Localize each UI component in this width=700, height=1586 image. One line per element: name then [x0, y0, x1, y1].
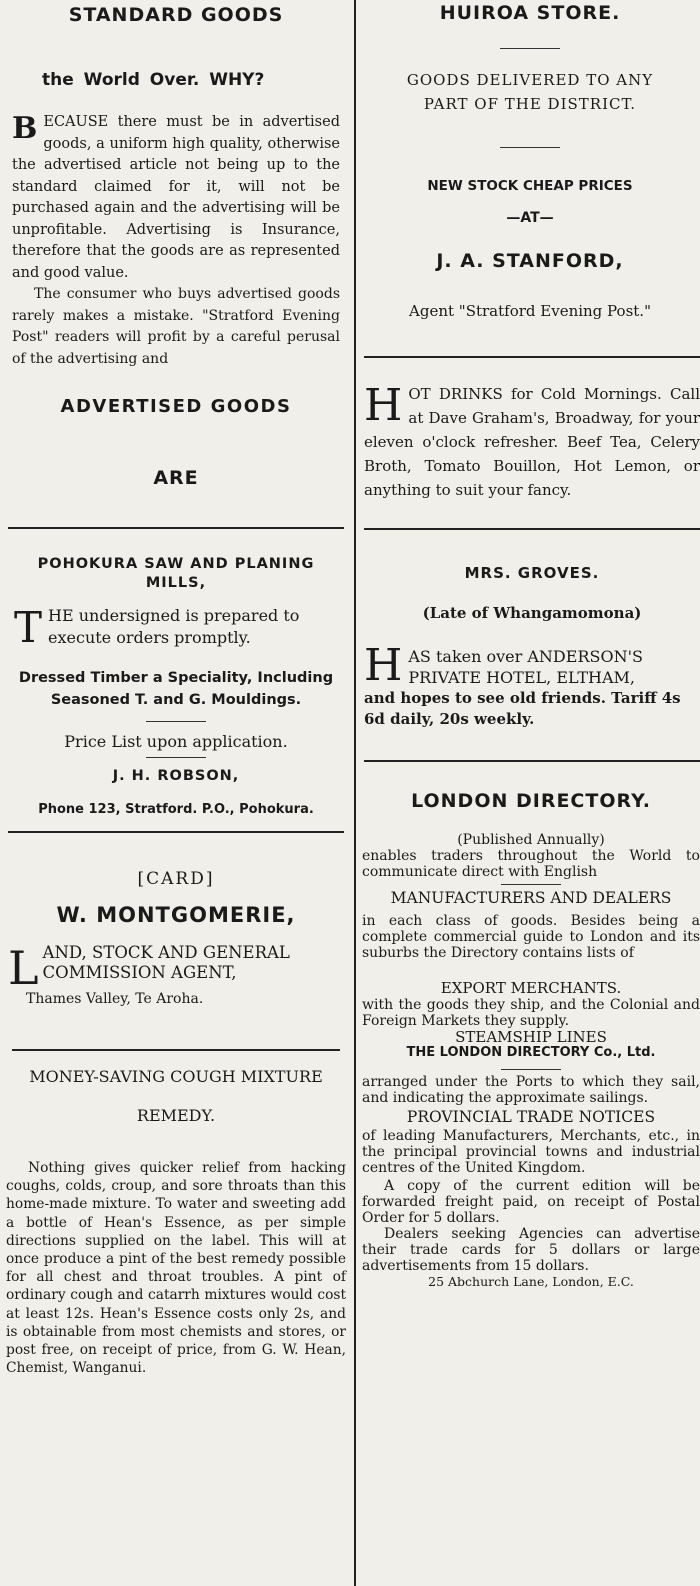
- drop-letter: H: [364, 380, 403, 431]
- huiroa-line1: GOODS DELIVERED TO ANY: [406, 71, 654, 89]
- montgomerie-address: Thames Valley, Te Aroha.: [26, 991, 204, 1007]
- short-rule: [146, 757, 206, 758]
- montgomerie-line1: AND, STOCK AND GENERAL: [42, 943, 290, 962]
- groves-heading: MRS. GROVES.: [464, 564, 600, 582]
- standard-goods-para2: The consumer who buys advertised goods rarely makes a mistake. "Stratford Evening Post" readers will profit by a careful perusal of the advertising and: [12, 286, 340, 367]
- london-published: (Published Annually): [457, 832, 605, 848]
- london-each-class: in each class of goods. Besides being a complete commercial guide to London and its suburbs the Directory contains lists of: [362, 913, 700, 961]
- short-rule: [500, 48, 560, 49]
- groves-line2: PRIVATE HOTEL, ELTHAM,: [408, 668, 635, 687]
- divider: [8, 527, 344, 529]
- london-copy: A copy of the current edition will be forwarded freight paid, on receipt of Postal Order for 5 dollars.: [362, 1178, 700, 1226]
- huiroa-name: J. A. STANFORD,: [436, 250, 624, 272]
- london-with-goods: with the goods they ship, and the Colonial and Foreign Markets they supply.: [362, 997, 700, 1029]
- london-manufacturers: MANUFACTURERS AND DEALERS: [390, 889, 672, 907]
- standard-goods-ad: [0, 4, 352, 489]
- divider: [12, 1049, 340, 1051]
- drop-letter: L: [8, 941, 39, 995]
- huiroa-at: —AT—: [506, 210, 554, 226]
- groves-rest: and hopes to see old friends. Tariff 4s 6d daily, 20s weekly.: [364, 689, 681, 728]
- cough-mixture-ad: [0, 1067, 352, 1377]
- short-rule: [146, 721, 206, 722]
- pohokura-speciality: Dressed Timber a Speciality, Including Seasoned T. and G. Mouldings.: [18, 670, 334, 708]
- huiroa-agent: Agent "Stratford Evening Post.": [409, 302, 651, 320]
- mrs-groves-ad: [360, 564, 700, 730]
- pohokura-body: [8, 603, 344, 652]
- cough-body: Nothing gives quicker relief from hacking coughs, colds, croup, and sore throats than this home-made mixture. To water and sweeting add a bottle of Hean's Essence, as per simple directions supplied on the label. This will at once produce a pint of the best remedy possible for all chest and throat troubles. A pint of ordinary cough and catarrh mixtures would cost at least 12s. Hean's Essence costs only 2s, and is obtainable from most chemists and stores, or post free, on receipt of price, from G. W. Hean, Chemist, Wanganui.: [6, 1160, 346, 1377]
- divider: [364, 356, 700, 358]
- pohokura-contact: Phone 123, Stratford. P.O., Pohokura.: [38, 802, 314, 817]
- london-steamship: STEAMSHIP LINES: [455, 1028, 607, 1046]
- column-rule: [354, 0, 356, 1586]
- london-directory-ad: [360, 790, 700, 1289]
- are-heading: ARE: [153, 467, 199, 489]
- divider: [8, 831, 344, 833]
- advertised-goods-heading: ADVERTISED GOODS: [60, 396, 292, 417]
- london-arranged: arranged under the Ports to which they sail, and indicating the approximate sailings.: [362, 1074, 700, 1106]
- groves-body: [364, 640, 700, 730]
- huiroa-heading: HUIROA STORE.: [439, 2, 621, 24]
- london-dealers: Dealers seeking Agencies can advertise their trade cards for 5 dollars or large advertisements from 15 dollars.: [362, 1226, 700, 1274]
- short-rule: [501, 884, 561, 885]
- huiroa-store-ad: [360, 2, 700, 320]
- divider: [364, 760, 700, 762]
- cough-heading: MONEY-SAVING COUGH MIXTURE: [29, 1067, 323, 1086]
- pohokura-heading: POHOKURA SAW AND PLANING MILLS,: [37, 556, 315, 591]
- pohokura-para: HE undersigned is prepared to execute orders promptly.: [48, 606, 300, 647]
- groves-late: (Late of Whangamomona): [422, 604, 642, 622]
- cough-subheading: REMEDY.: [136, 1106, 216, 1125]
- drop-letter: T: [14, 603, 43, 652]
- groves-line1: AS taken over ANDERSON'S: [408, 647, 643, 666]
- standard-goods-heading: STANDARD GOODS: [68, 4, 284, 26]
- hot-drinks-text: OT DRINKS for Cold Mornings. Call at Dave Graham's, Broadway, for your eleven o'clock refresher. Beef Tea, Celery Broth, Tomato Bouillon, Hot Lemon, or anything to suit your fancy.: [364, 385, 700, 499]
- london-enables: enables traders throughout the World to communicate direct with English: [362, 848, 700, 880]
- london-export: EXPORT MERCHANTS.: [440, 979, 622, 997]
- huiroa-line2: PART OF THE DISTRICT.: [423, 95, 637, 113]
- montgomerie-name: W. MONTGOMERIE,: [56, 903, 296, 927]
- divider: [364, 528, 700, 530]
- montgomerie-line2: COMMISSION AGENT,: [42, 963, 237, 982]
- london-leading: of leading Manufacturers, Merchants, etc., in the principal provincial towns and industrial centres of the United Kingdom.: [362, 1128, 700, 1176]
- standard-goods-para1: ECAUSE there must be in advertised goods, a uniform high quality, otherwise the advertised article not being up to the standard claimed for it, will not be purchased again and the advertising will be unprofitable. Advertising is Insurance, therefore that the goods are as represented and good value.: [12, 114, 340, 281]
- pohokura-price: Price List upon application.: [64, 732, 288, 751]
- standard-goods-body: [12, 112, 340, 284]
- right-column: [360, 0, 700, 1586]
- london-address: 25 Abchurch Lane, London, E.C.: [428, 1274, 634, 1289]
- montgomerie-card-ad: [0, 869, 352, 1009]
- london-heading: LONDON DIRECTORY.: [411, 790, 651, 812]
- pohokura-mills-ad: [0, 555, 352, 817]
- pohokura-name: J. H. ROBSON,: [112, 768, 240, 784]
- montgomerie-body: [8, 943, 344, 1009]
- card-label: [CARD]: [137, 869, 215, 889]
- london-company: THE LONDON DIRECTORY Co., Ltd.: [406, 1045, 656, 1060]
- hot-drinks-body: [364, 382, 700, 502]
- london-provincial: PROVINCIAL TRADE NOTICES: [406, 1108, 656, 1126]
- standard-goods-subheading: the World Over. WHY?: [42, 70, 265, 90]
- hot-drinks-ad: [360, 382, 700, 502]
- drop-letter: B: [12, 111, 38, 146]
- short-rule: [500, 147, 560, 148]
- drop-letter: H: [364, 640, 403, 691]
- huiroa-line3: NEW STOCK CHEAP PRICES: [427, 178, 633, 194]
- short-rule: [501, 1069, 561, 1070]
